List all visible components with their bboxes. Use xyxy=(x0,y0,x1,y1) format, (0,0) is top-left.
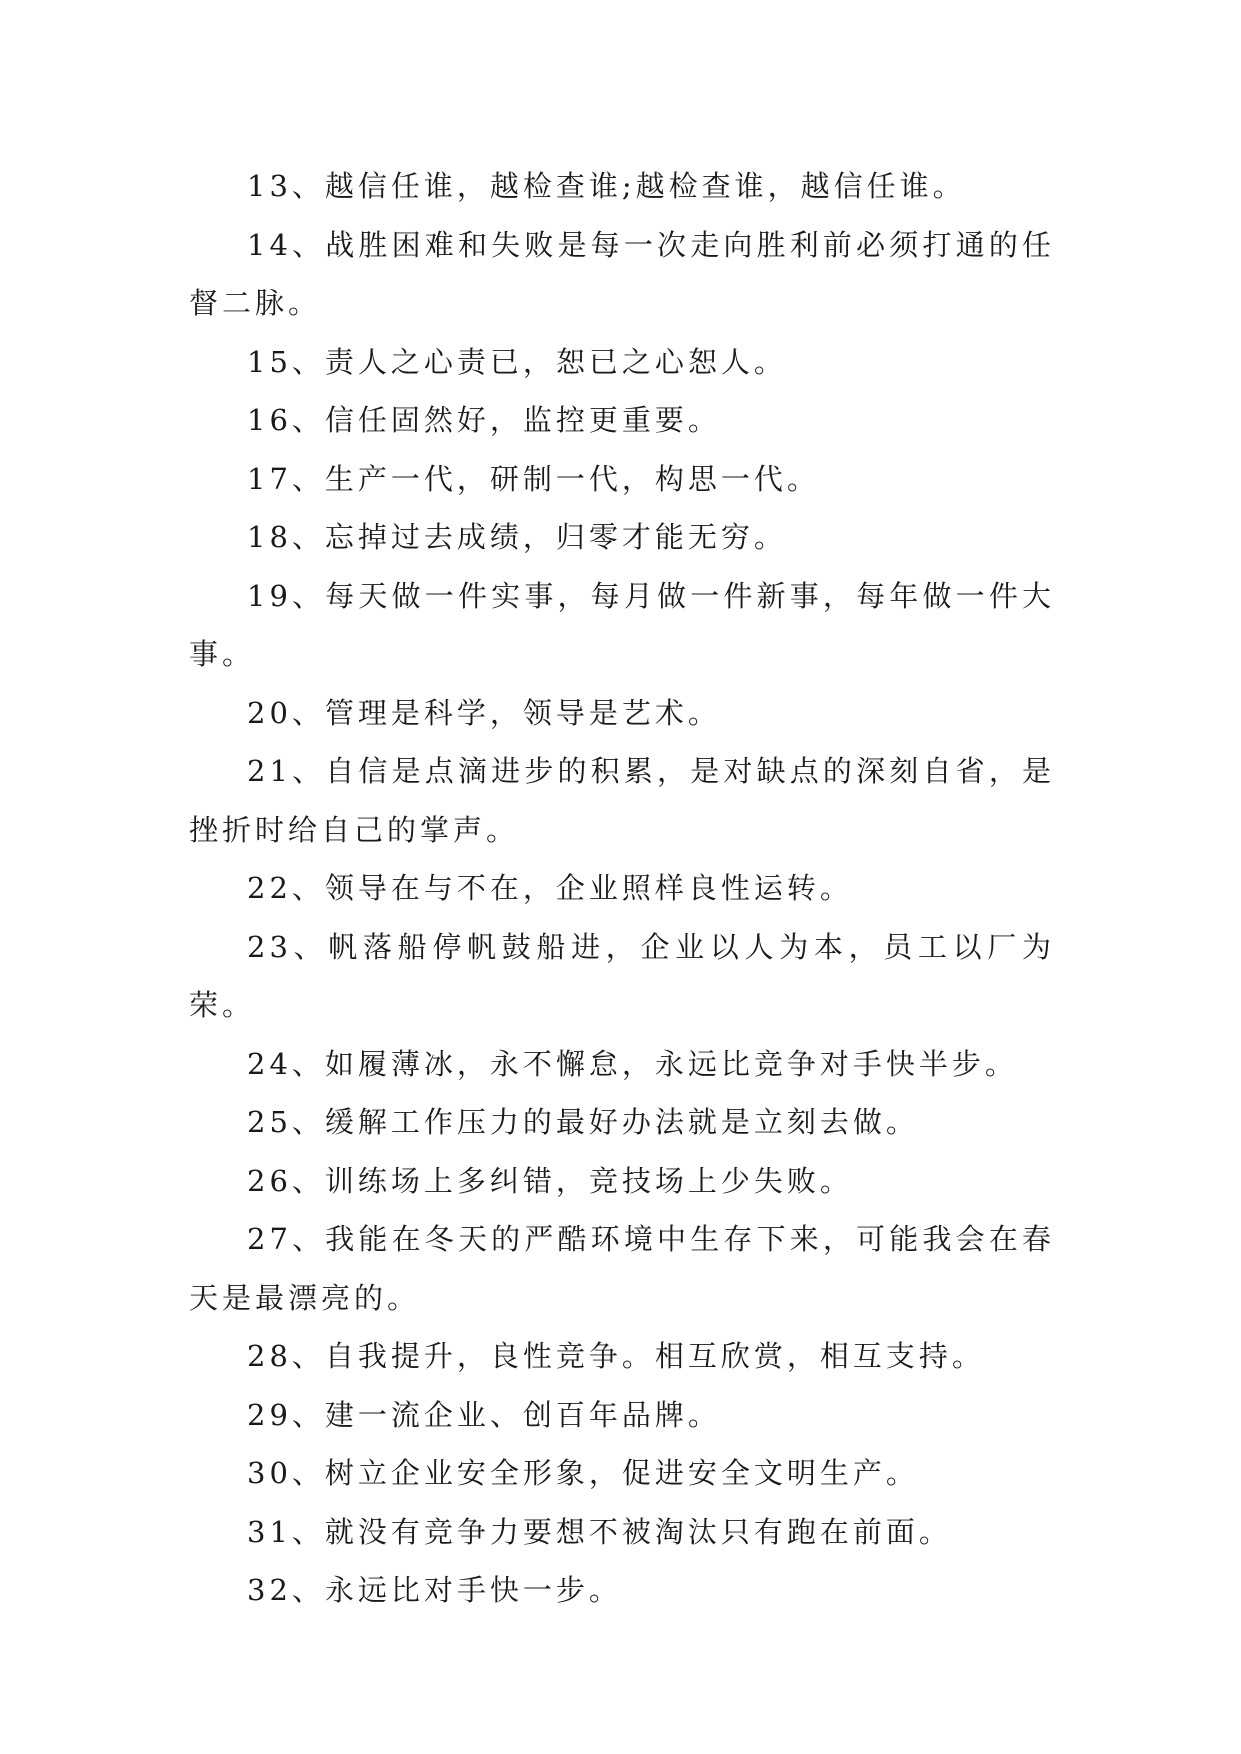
list-item: 31、就没有竞争力要想不被淘汰只有跑在前面。 xyxy=(247,1514,952,1549)
list-item: 23、帆落船停帆鼓船进，企业以人为本，员工以厂为荣。 xyxy=(189,929,1055,1022)
list-item: 25、缓解工作压力的最好办法就是立刻去做。 xyxy=(247,1105,919,1139)
list-item: 27、我能在冬天的严酷环境中生存下来，可能我会在春天是最漂亮的。 xyxy=(189,1222,1055,1315)
list-item: 19、每天做一件实事，每月做一件新事，每年做一件大事。 xyxy=(189,578,1055,671)
list-item: 26、训练场上多纠错，竞技场上少失败。 xyxy=(247,1163,853,1198)
list-item: 21、自信是点滴进步的积累，是对缺点的深刻自省，是挫折时给自己的掌声。 xyxy=(189,754,1055,847)
list-item: 14、战胜困难和失败是每一次走向胜利前必须打通的任督二脉。 xyxy=(189,227,1055,320)
list-item: 18、忘掉过去成绩，归零才能无穷。 xyxy=(247,520,787,554)
list-item: 30、树立企业安全形象，促进安全文明生产。 xyxy=(247,1456,919,1490)
list-item: 17、生产一代，研制一代，构思一代。 xyxy=(247,461,820,496)
list-item: 15、责人之心责已，恕已之心恕人。 xyxy=(247,344,787,379)
list-item: 13、越信任谁，越检查谁;越检查谁，越信任谁。 xyxy=(247,169,966,203)
document-body xyxy=(189,157,1055,1620)
list-item: 24、如履薄冰，永不懈怠，永远比竞争对手快半步。 xyxy=(247,1046,1018,1081)
list-item: 20、管理是科学，领导是艺术。 xyxy=(247,695,721,730)
list-item: 29、建一流企业、创百年品牌。 xyxy=(247,1397,721,1432)
list-item: 32、永远比对手快一步。 xyxy=(247,1573,622,1607)
list-item: 28、自我提升，良性竞争。相互欣赏，相互支持。 xyxy=(247,1339,985,1373)
list-item: 16、信任固然好，监控更重要。 xyxy=(247,403,721,437)
list-item: 22、领导在与不在，企业照样良性运转。 xyxy=(247,871,853,905)
